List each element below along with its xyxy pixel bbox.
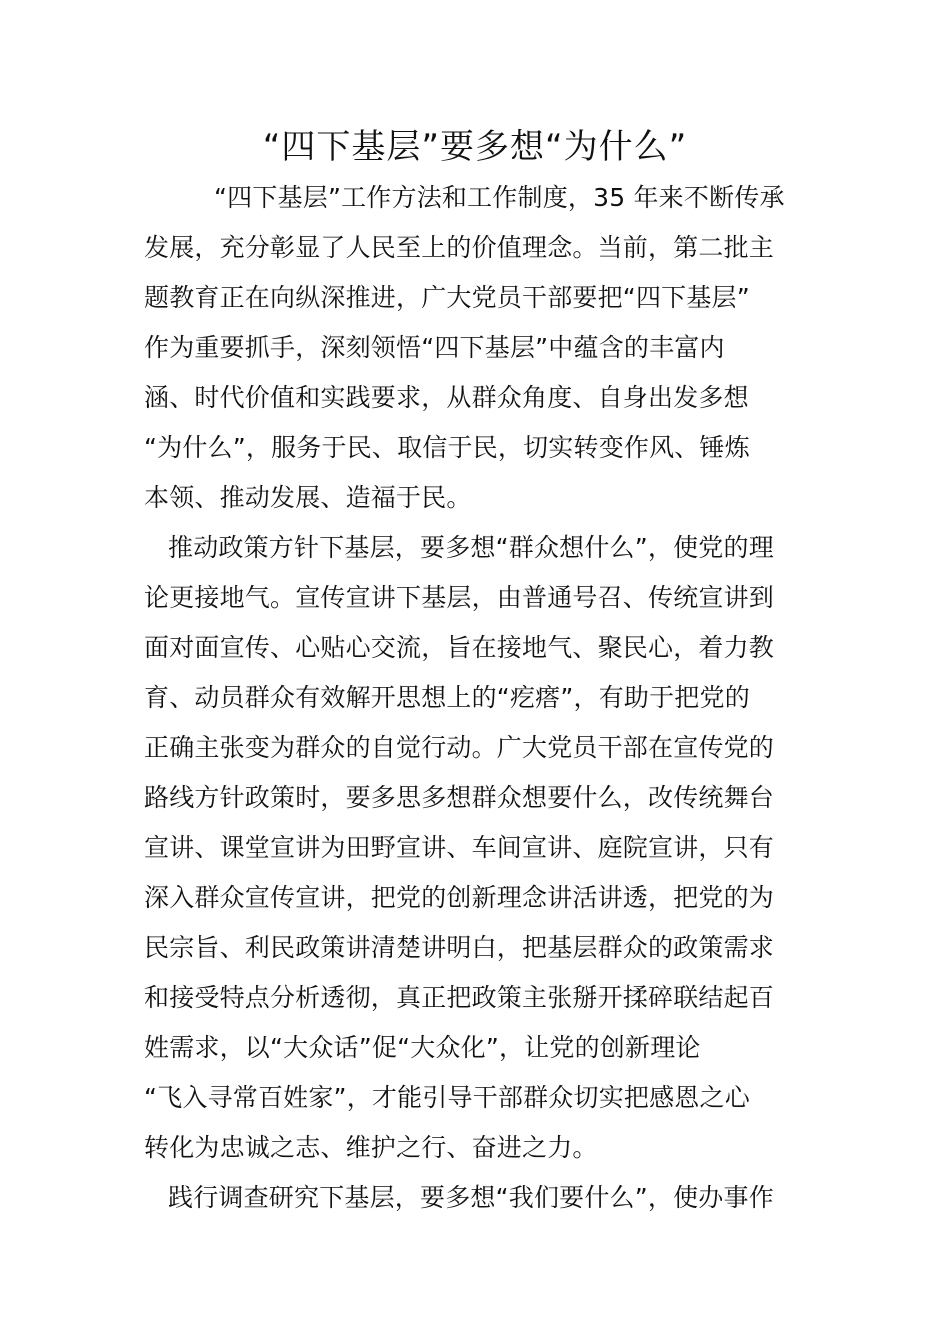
text-line-9: 论更接地气。宣传宣讲下基层，由普通号召、传统宣讲到 <box>144 583 775 612</box>
text-line-17: 和接受特点分析透彻，真正把政策主张掰开揉碎联结起百 <box>144 983 775 1012</box>
document-title: “四下基层”要多想“为什么” <box>262 127 688 167</box>
text-line-21: 践行调查研究下基层，要多想“我们要什么”，使办事作 <box>168 1183 774 1212</box>
text-line-7: 本领、推动发展、造福于民。 <box>144 483 472 512</box>
text-line-2: 发展，充分彰显了人民至上的价值理念。当前，第二批主 <box>144 233 775 262</box>
text-line-1: “四下基层”工作方法和工作制度，35 年来不断传承 <box>214 183 785 212</box>
text-line-13: 路线方针政策时，要多思多想群众想要什么，改传统舞台 <box>144 783 775 812</box>
text-line-16: 民宗旨、利民政策讲清楚讲明白，把基层群众的政策需求 <box>144 933 775 962</box>
text-line-5: 涵、时代价值和实践要求，从群众角度、自身出发多想 <box>144 383 749 412</box>
text-line-10: 面对面宣传、心贴心交流，旨在接地气、聚民心，着力教 <box>144 633 775 662</box>
text-line-15: 深入群众宣传宣讲，把党的创新理念讲活讲透，把党的为 <box>144 883 775 912</box>
text-line-8: 推动政策方针下基层，要多想“群众想什么”，使党的理 <box>168 533 774 562</box>
text-line-19: “飞入寻常百姓家”，才能引导干部群众切实把感恩之心 <box>144 1083 750 1112</box>
text-line-6: “为什么”，服务于民、取信于民，切实转变作风、锤炼 <box>144 433 750 462</box>
text-line-20: 转化为忠诚之志、维护之行、奋进之力。 <box>144 1133 598 1162</box>
text-line-14: 宣讲、课堂宣讲为田野宣讲、车间宣讲、庭院宣讲，只有 <box>144 833 775 862</box>
text-line-4: 作为重要抓手，深刻领悟“四下基层”中蕴含的丰富内 <box>144 333 725 362</box>
text-line-18: 姓需求，以“大众话”促“大众化”，让党的创新理论 <box>144 1033 701 1062</box>
text-line-3: 题教育正在向纵深推进，广大党员干部要把“四下基层” <box>144 283 750 312</box>
text-line-11: 育、动员群众有效解开思想上的“疙瘩”，有助于把党的 <box>144 683 750 712</box>
text-line-12: 正确主张变为群众的自觉行动。广大党员干部在宣传党的 <box>144 733 775 762</box>
